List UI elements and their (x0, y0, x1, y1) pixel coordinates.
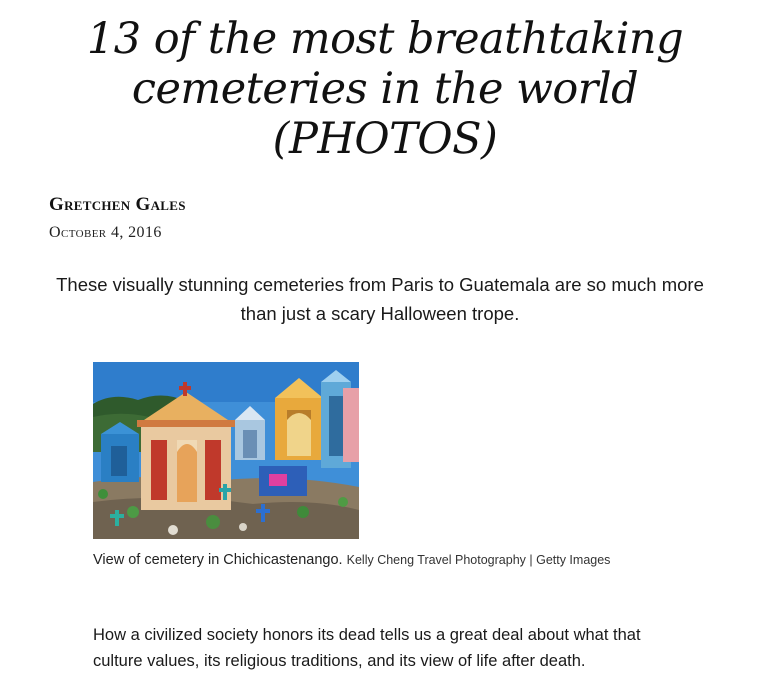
author-name[interactable]: Gretchen Gales (49, 194, 186, 215)
caption-text: View of cemetery in Chichicastenango. (93, 552, 343, 568)
article-headline: 13 of the most breathtaking cemeteries in the world (PHOTOS) (86, 14, 684, 164)
article-figure (93, 362, 613, 571)
figure-caption (93, 549, 613, 571)
photo-credit: Kelly Cheng Travel Photography | Getty Images (346, 553, 611, 567)
cemetery-photo[interactable] (93, 362, 359, 539)
publish-date: October 4, 2016 (49, 224, 162, 241)
body-paragraph: How a civilized society honors its dead tells us a great deal about what that culture values, its religious traditions, and its view of life after death. (93, 626, 641, 670)
article-dek: These visually stunning cemeteries from Paris to Guatemala are so much more than just a scary Halloween trope. (56, 274, 704, 324)
